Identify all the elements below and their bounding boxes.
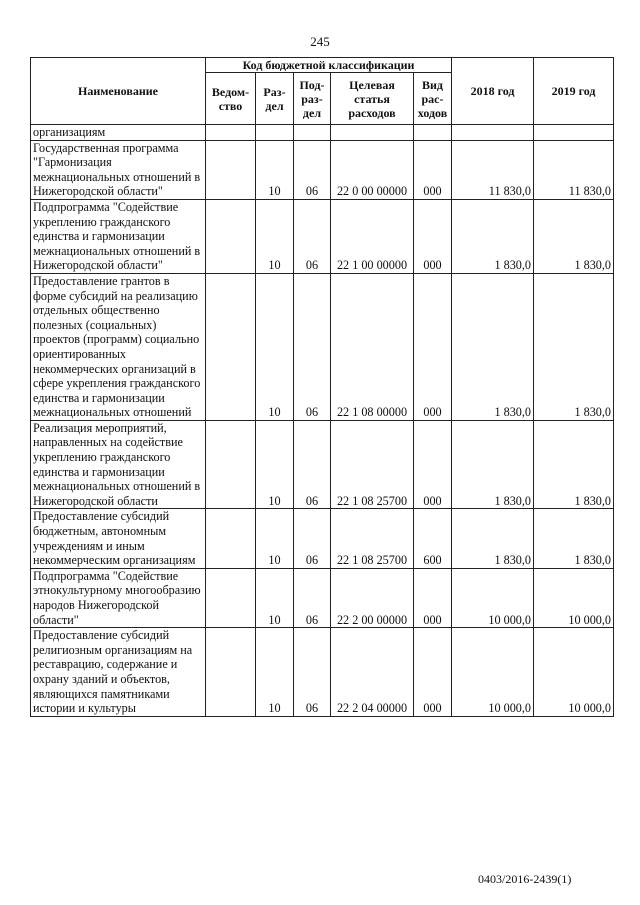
cell-razdel: 10	[256, 199, 294, 273]
header-podrazdel: Под-раз-дел	[294, 73, 331, 125]
table-row	[31, 273, 614, 420]
cell-vid: 000	[414, 199, 452, 273]
header-code-group: Код бюджетной классификации	[206, 58, 452, 73]
cell-name: Реализация мероприятий, направленных на содействие укреплению гражданского единства и гармонизации межнациональных отношений в Нижегородской области	[31, 420, 206, 509]
cell-2019: 10 000,0	[534, 628, 614, 717]
cell-razdel: 10	[256, 273, 294, 420]
cell-2018: 11 830,0	[452, 140, 534, 199]
cell-vedomstvo	[206, 273, 256, 420]
cell-2018: 10 000,0	[452, 628, 534, 717]
cell-celevaya: 22 1 08 25700	[331, 420, 414, 509]
cell-2019: 1 830,0	[534, 420, 614, 509]
header-vid: Вид рас-ходов	[414, 73, 452, 125]
cell-2019: 1 830,0	[534, 509, 614, 568]
cell-vedomstvo	[206, 628, 256, 717]
cell-vedomstvo	[206, 420, 256, 509]
cell-2018: 1 830,0	[452, 199, 534, 273]
cell-2019: 1 830,0	[534, 273, 614, 420]
cell-vid: 000	[414, 140, 452, 199]
cell-vid: 000	[414, 628, 452, 717]
continuation-text: организациям	[31, 125, 206, 141]
page-number: 245	[310, 34, 330, 49]
cell-2018: 1 830,0	[452, 509, 534, 568]
header-2018: 2018 год	[452, 58, 534, 125]
cell-podrazdel: 06	[294, 420, 331, 509]
cell-vid: 000	[414, 273, 452, 420]
cell-2018: 1 830,0	[452, 273, 534, 420]
cell-razdel: 10	[256, 140, 294, 199]
table-row	[31, 628, 614, 717]
cell-vedomstvo	[206, 199, 256, 273]
header-razdel: Раз-дел	[256, 73, 294, 125]
cell-name: Государственная программа "Гармонизация межнациональных отношений в Нижегородской области"	[31, 140, 206, 199]
cell-celevaya: 22 2 04 00000	[331, 628, 414, 717]
header-name: Наименование	[31, 58, 206, 125]
cell-name: Предоставление субсидий религиозным организациям на реставрацию, содержание и охрану зданий и объектов, являющихся памятниками истории и культуры	[31, 628, 206, 717]
cell-2019: 11 830,0	[534, 140, 614, 199]
table-row	[31, 199, 614, 273]
cell-name: Подпрограмма "Содействие этнокультурному многообразию народов Нижегородской области"	[31, 568, 206, 627]
table-row	[31, 509, 614, 568]
cell-razdel: 10	[256, 420, 294, 509]
cell-podrazdel: 06	[294, 628, 331, 717]
cell-podrazdel: 06	[294, 509, 331, 568]
cell-podrazdel: 06	[294, 199, 331, 273]
cell-razdel: 10	[256, 628, 294, 717]
cell-name: Предоставление грантов в форме субсидий на реализацию отдельных общественно полезных (социальных) проектов (программ) социально ориентированных некоммерческих организаций в сфере укрепления гражданского единства и гармонизации межнациональных отношений	[31, 273, 206, 420]
cell-vedomstvo	[206, 140, 256, 199]
cell-podrazdel: 06	[294, 273, 331, 420]
cell-name: Предоставление субсидий бюджетным, автономным учреждениям и иным некоммерческим организациям	[31, 509, 206, 568]
cell-razdel: 10	[256, 568, 294, 627]
table-row	[31, 140, 614, 199]
cell-celevaya: 22 1 00 00000	[331, 199, 414, 273]
cell-celevaya: 22 1 08 00000	[331, 273, 414, 420]
cell-podrazdel: 06	[294, 140, 331, 199]
document-code: 0403/2016-2439(1)	[478, 872, 572, 886]
cell-vedomstvo	[206, 568, 256, 627]
cell-2019: 10 000,0	[534, 568, 614, 627]
cell-vedomstvo	[206, 509, 256, 568]
cell-name: Подпрограмма "Содействие укреплению гражданского единства и гармонизации межнациональных отношений в Нижегородской области"	[31, 199, 206, 273]
header-vedomstvo: Ведом-ство	[206, 73, 256, 125]
cell-vid: 600	[414, 509, 452, 568]
header-celevaya: Целевая статья расходов	[331, 73, 414, 125]
cell-2018: 1 830,0	[452, 420, 534, 509]
table-row	[31, 420, 614, 509]
continuation-row	[31, 125, 614, 141]
header-2019: 2019 год	[534, 58, 614, 125]
cell-celevaya: 22 0 00 00000	[331, 140, 414, 199]
cell-celevaya: 22 2 00 00000	[331, 568, 414, 627]
cell-razdel: 10	[256, 509, 294, 568]
cell-vid: 000	[414, 568, 452, 627]
cell-vid: 000	[414, 420, 452, 509]
table-row	[31, 568, 614, 627]
cell-podrazdel: 06	[294, 568, 331, 627]
cell-2018: 10 000,0	[452, 568, 534, 627]
cell-2019: 1 830,0	[534, 199, 614, 273]
cell-celevaya: 22 1 08 25700	[331, 509, 414, 568]
budget-table	[30, 57, 614, 717]
